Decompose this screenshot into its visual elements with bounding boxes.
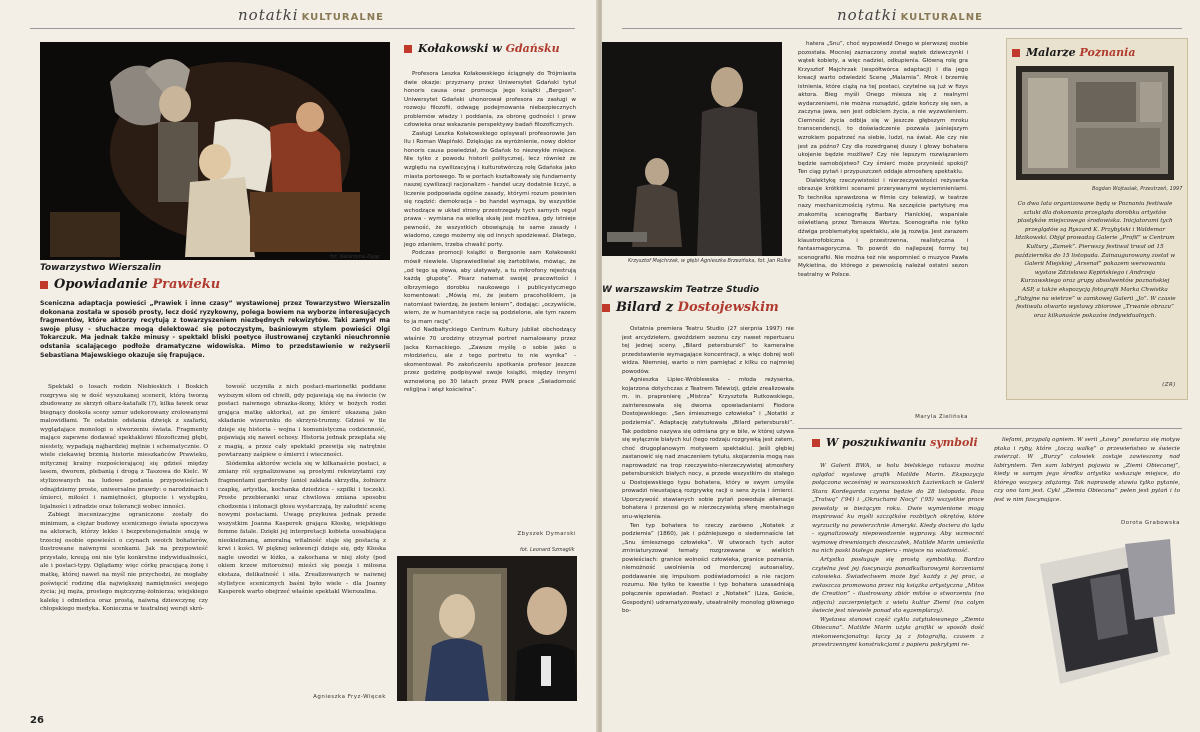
photo-caption: Krzysztof Majchrzak, w głębi Agnieszka Brzezińska, fot. Jan Rolke (628, 258, 791, 264)
article-title: Bilard z Dostojewskim (602, 300, 779, 315)
paragraph: Agnieszka Lipiec-Wróblewska - młoda reżyserka, kojarzona dotychczas z Teatrem Telewizji, gdzie zrealizowała m. in. praprenierę „Mistrza” Krzysztofa Rutkowskiego, zainteresowała się dwoma opowiadaniami Fiodora Dostojewskiego: „Sen śmiesznego człowieka” i „Notatki z podziemia”. Adaptację zatytułowała „Bilard petersburski”. Tak podobno nazywa się odmiana gry w bile, w której używa się wyłącznie białych kul (tego rodzaju rozgrywką jest zatem, choć drugoplanowym motywem spektaklu). Jeśli głębiej zastanowić się nad znaczeniem tytułu, skojarzenia mogą nas naprowadzić na trop rzeczywisto-nierzeczywistej atmosfery petersburskich białych nocy, a przede wszystkim do stałego u Dostojewskiego typu bohatera, który w swym umyśle prowadzi nieustającą rozgrywkę racji o sens życia i śmierci. Uporczywość stawianych sobie pytań powoduje alienacje bohatera i przenosi go w nierzeczywistą sferę mentalnego snu-więzienia. (622, 377, 794, 521)
paragraph: Siódemka aktorów wciela się w kilkanaście postaci, a zmiany ról sygnalizowane są prostymi rekwizytami czy fragmentami garderoby (aniol zakłada skrzydła, żołnierz czapkę, artystka, kochanka dziedzica - szpilki i toczek). Proste przebieranki oraz chwilowa zmiana sposobu chodzenia i intonacji głosu wystarczają, by załudnić scenę nowymi postaciami. Uwagę przykuwa jednak przede wszystkim Joanna Kasperek grająca Kłoskę, wiejskiego femme fatale. Dzięki jej interpretacji kobieta uosabiająca nieokiełznaną, amoralną witalność staje się postacią z krwi i kości. W pięknej sekwencji dzieje się, gdy Kłoska nagle uwodzi w łóżku, a zakochana w niej złoty (pod okiem krzew mitorożnu) mieści się poezja i miłosna ekstaza, delikatność i siła. Zrealizowanych w naiwnej stylistyce scenicznych baśni było wiele - dla Joanny Kasperek warto obejrzeć właśnie spektakl Wierszalina. (218, 460, 386, 596)
header-rule (30, 28, 575, 29)
article-column-1 (40, 383, 208, 701)
paragraph: Od Nadbałtyckiego Centrum Kultury jubilat obchodzący właśnie 70 urodziny otrzymał portret namalowany przez Jacka Kornackiego. „Zawsze myślę o sobie jako o młodzieńcu, ale z tego portretu to nie wynika” - skomentował. Po zakończeniu spotkania profesor jeszcze przez godzinę podpisywał swoje książki, między innymi wznowioną po 30 latach przez PWN prace „Świadomość religijna i więź kościelna”. (404, 327, 576, 394)
photo-credit: fot. Katarzyna Zając (330, 254, 381, 260)
kolakowski-title: Kołakowski w Gdańsku (404, 42, 560, 55)
header-rule (622, 28, 1182, 29)
paragraph: Spektakl o losach rodzin Niebieskich i Boskich rozgrywa się w dość wyszukanej scenerii, którą tworzą zbudowany ze skrzyń ołtarz-katafalk (?), kilka ławek oraz biegnący dookoła sceny sznur udekorowany zrolowanymi malowidłami. Te ostatnie odsłania dźwięk z szafarki, wyglądające monologi o stworzeniu świata. Fragmenty mające zapewne dodawać spektaklowi filozoficznej głębi, niestety, wypadają najbardziej mętnie i schematycznie. O wiele ciekawiej brzmią historie mieszkańców Prawieku, mitycznej krainy rozpościerającej się gdzieś między lasem, dworem, plebanią i drogą z Taszowa do Kielc. W stylizowanych na ludowe podania przypowieściach odnajdziemy proste, uniwersalne prawdy: o narodzinach i śmierci, miłości i namiętności, głupocie i występku, lojalności i zdradzie oraz tolerancji wobec inności. (40, 384, 208, 510)
paragraph: Ostatnia premiera Teatru Studio (27 sierpnia 1997) nie jest arcydziełem, gwoździem sezonu czy nawet repertuaru tej jednej sceny. „Bilard petersburski” to kameralne przedstawienie wymagające koncentracji, a więc dobrej woli widza. Niemniej, warto o nim pamiętać z kilku co najmniej powodów. (622, 326, 794, 375)
article-kicker: W warszawskim Teatrze Studio (602, 285, 760, 295)
matilde-marin-artwork-photo (1030, 534, 1180, 694)
header-caps: KULTURALNE (900, 12, 983, 23)
painting-caption: Bogdan Wojtasiak, Przestrzeń, 1997 (1092, 186, 1183, 192)
title-square-icon (602, 304, 610, 312)
kolakowski-column (404, 70, 576, 510)
theatre-stage-photo (40, 42, 390, 260)
paragraph: Wystawa stanowi część cyklu zatytułowanego „Ziemia Obiecana”. Matilde Marin użyła grafiki w sposób dość niekonwencjonalny: łączy ją z fotografią, czasem z przestrzennymi konstrukcjami z papieru pokrytymi re- (812, 616, 984, 649)
title-square-icon (40, 281, 48, 289)
section-rule (798, 428, 1182, 429)
malarze-title: Malarze Poznania (1012, 46, 1136, 59)
author-signature: Dorota Grabowska (1121, 520, 1180, 526)
title-square-icon (1012, 49, 1020, 57)
article-column-2 (218, 383, 386, 687)
author-signature: Zbyszek Dymarski (517, 531, 576, 537)
symboli-title: W poszukiwaniu symboli (812, 436, 978, 449)
teatr-studio-photo (602, 42, 782, 256)
author-signature: Maryla Zielińska (915, 414, 968, 420)
paragraph: Ten typ bohatera to rzeczy zarówno „Notatek z podziemia” (1860), jak i późniejszego o siedemnaście lat „Snu śmiesznego człowieka”. W utworach tych autor zminiaturyzował tematy rozgrzewane w wielkich powieściach: granice wolności człowieka, granice poznania, niemożność uwolnienia od morderczej autoanalizy, poddawanie się impulsom podświadomości a nie racjom rozumu. Nie tylko te kwestie i typ bohatera uzasadniają połączenie opowiadań. Postaci z „Notatek” (Liza, Goście, Gospodyni) udramatyzowały, uteatralniły monolog głównego bo- (622, 522, 794, 615)
paragraph: Profesora Leszka Kołakowskiego ściągnęły do Trójmiasta dwie okazje: przyznany przez Uniwersytet Gdański tytuł honoris causa oraz promocja jego książki „Bergson”. Uniwersytet Gdański uhonorował profesora za zasługi w rozwoju filozofii, odwagę podejmowania niebezpiecznych problemów władzy i poddania, za obronę godności i praw człowieka oraz wskazanie perspektywy badań filozoficznych. (404, 71, 576, 129)
article-title: Opowiadanie Prawieku (40, 277, 220, 292)
paragraph: towość uczyniła z nich postaci-marionetki poddane wyższym siłom od chwili, gdy pojawiają się na świecie (w postaci naiwnego obrazka-ikony, który w bożych rodzi grająca matkę aktorka), aż po śmierć ukazaną jako składanie wizerunku do skrzyni-trumny. Gdzieś w tle dzieje się historia - wojna i komunistyczna codzienność, pojawiają się nawet echosy. Historia jednak przeplata się z magią, a przez cały spektakl przewija się natrętnie powtarzany zaśpiew o śmierci i wieczności. (218, 384, 386, 459)
left-page (0, 0, 598, 732)
paragraph: hatera „Snu”, choć wypowiedź Onego w pierwszej osobie pozostała. Mocniej zaznaczony został wątek dziewczynki i wątek kobiety, a więc nadziei, odkupienia. Główną rolę gra Krzysztof Majchrzak (współtwórca adaptacji) i dla jego kreacji warto odwiedzić Scenę „Malarnia”. Mrok i brzemię istnienia, które ciążą na tej postaci, czytelne są już w fizys aktora. Bieg myśli Onego miesza się z realnymi wydarzeniami, nie można rozsądzić, gdzie kończy się sen, a zaczyna jawa, sen jest odbiciem życia, a nie wyzwoleniem. Ciemność życia odbija się w jeszcze głębszym mroku transcendencji, to doświadczenie pozwala jaśniejszym wzrokiem popatrzeć na siebie, ludzi, na świat. Ale czy nie jest za późno? Czy dla rozedrganej duszy i głowy bohatera ukojenie będzie możliwe? Czy nie lepszym rozwiązaniem będzie samobójstwo? Czy śmierć może przynieść spokój? Ten ciąg pytań i przypuszczeń oddaje atmosferę spektaklu. (798, 41, 968, 176)
page-header (837, 6, 983, 24)
malarze-text: Co dwa lata organizowane będą w Poznaniu festiwale sztuki dla dokonania przeglądu dorobku artystów plastyków miejscowego środowiska. Inicjatorami tych przeglądów są Ryszard K. Przybylski i Waldemar Idzikowski. Objął prowadzą Galerie „Profil” w Centrum Kultury „Zamek”. Pierwszy festiwal trwał od 15 października do 15 listopada. Zainaugurowany został w Galerii Miejskiej „Arsenał” pokazem wersowaniu wystaw Zdzisława Kępińskiego i Andrzeja Kurzawskiego oraz grupy absolwentów poznańskiej ASP, a także ekspozycją fotografii Marka Chwistka „Fabyjne na wietrze” w zamkowej Galerii „Jo”. W czasie festiwalu otwarto wystawy zbiorowe „Trwanie obrazu” oraz kilkanaście pokazów indywidualnych. (1014, 201, 1176, 319)
malarze-painting-photo (1016, 66, 1174, 180)
paragraph: Zasługi Leszka Kołakowskiego opisywali profesorowie Jan Ilu i Roman Wapiński. Dziękując za wyróżnienie, nowy doktor honoris causa powiedział, że Gdańsk to niezwykłe miejsce. Nie tylko z powodu historii politycznej, lecz również ze względu na cywilizacyjną i kulturotwórczą rolę Gdańska jako miasta portowego. To w portach kształtowały się fundamenty naszej cywilizacji racjonalizm - handel uczy dodatnie liczyć, a liczenie podpowiada ogólne zasady, którymi rozum powinien się rządzić: demokracja - bo handel wymaga, by wszystkie wchodzące w układ strony przestrzegały tych samych reguł prawa - wymiana na wielką skalę jest możliwa, gdy istnieje pewność, że wszystkich obowiązują te same zasady i wiadomo, czego możemy się od innych spodziewać. Dlatego, jego zdaniem, trzeba chwalić porty. (404, 130, 576, 248)
header-script: notatki (837, 6, 898, 24)
header-script: notatki (238, 6, 299, 24)
page-number: 26 (30, 715, 44, 726)
article-kicker: Towarzystwo Wierszalin (40, 263, 162, 273)
bilard-column-2 (798, 40, 968, 405)
title-square-icon (812, 439, 820, 447)
paragraph: Artystka posługuje się prostą symboliką. Bardzo czytelna jest jej fascynacja ponadkulturowymi korzeniami człowieka. Świadectwem może być każdy z jej prac, a zwłaszcza promowana przez nią książka artystyczna „Mitos de Creation” - ilustrowany zbiór mitów o stworzeniu (no zdjęciu) zaczerpniętych z wielu kultur Ziemi (na całym świecie jest niewiele ponad sto egzemplarzy). (812, 557, 984, 615)
paragraph: Dialektykę rzeczywistości i nierzeczywistości reżyserka obrazuje krótkimi scenami przerywanymi wyciemnieniami. To technika sprawdzona w filmie czy telewizji, w teatrze nazy mechanicznością rytmu. Na szczęście partyturę ma znakomitą scenografię Barbary Hanickiej, wspaniale oświetlaną przez Tomasza Wertza. Scenografia nie tylko dźwiga problematykę spektaklu, ale ją rozwija. Jest zarazem klaustrofobiczna i przestrzenna, realistyczna i fantasmagoryczna. To powrót do najlepszej formy tej scenografki. Nie można też nie wspomnieć o muzyce Pawła Mykietina, do którego z pewnością należał ostatni sezon teatralny w Polsce. (798, 177, 968, 278)
photo-credit: fot. Leonard Szmaglik (520, 547, 575, 553)
header-caps: KULTURALNE (301, 12, 384, 23)
article-lead: Sceniczna adaptacja powieści „Prawiek i inne czasy” wystawionej przez Towarzystwo Wierszalin dokonana została w sposób prosty, lecz dość ryzykowny, polega bowiem na wyborze interesujących fragmentów, które aktorzy recytują z towarzyszeniem niezbędnych rekwizytów. Taki zamysł ma swoje plusy - słuchacze mogą delektować się potoczystym, baśniowym stylem powieści Olgi Tokarczuk. Ma jednak także minusy - spektakl bliski poetyce ilustrowanej czytanki nieuchronnie odstania scalającego podłoże dramatyczne widowiska. Mimo to przedstawienie w reżyserii Sebastiana Majewskiego okazuje się frapujące. (40, 300, 390, 359)
page-header (238, 6, 384, 24)
paragraph: Zabiegi inscenizacyjne ograniczone zostały do minimum, a ciężar budowy scenicznego świata spoczywa na aktorach, którzy lekko i bezpretensjonalnie snują w trzeciej osobie opowieści o czynach swoich bohaterów, ilustrowane naiwnymi scenkami. Jak na przypowieść przystało, kreują oni nie tyle konkretne indywidualności, ale i postaci-typy. Oglądamy więc córkę pracującą żonę i matkę, której nawet na myśl nie przychodzi, że mogłaby poświęcić rodzinę dla największej namiętności swojego życia; jej męża, prostego mężczyznę-żołnierza; wiejskiego kalekę i odmieńca oraz prostą, naiwną dziewczynę czy chłopskiego medyka. Konieczna w teatralnej wersji skró- (40, 512, 208, 613)
paragraph: W Galerii BWA, w holu bielskiego ratusza można oglądać wystawę grafik Matilde Marin. Ekspozycja połączona wcześniej w warszawskich Łazienkach w Galerii Stara Kordegarda czynna będzie do 28 listopada. Poza „Tratwą” ('94) i „Okruchami Nocy” ('95) wszystkie prace powstały w bieżącym roku. Dwie wymienione mogą inspirować ku myśli szczątków rozbitych okrętów, które wyrzuciły na powierzchnie Ameryki. Kiedy dociera do lądu - sygnalizowały niepowodzenie wyprawy. Aby wzmocnić wymowę drewnianych deszczułek, Matilde Marin umieściła na nich paski białego papieru - miejsce na wiadomość. (812, 463, 984, 555)
author-signature: Agnieszka Fryz-Więcek (313, 694, 386, 700)
paragraph: Podczas promocji książki o Bergsonie sam Kołakowski mówił niewiele. Usprawiedliwiał się żartobliwie, mówiąc, że „od tego są słowa, aby ulatywały, a tu mikrofony rejestrują każdą głupotę”. Pisarz natemat swojej pracowitości i olbrzymiego dorobku naukowego i publicystycznego komentował: „Mówią mi, że jestem pracoholikiem, ja natomiast twierdzę, że jestem leniem”, dodając: „oczywiście, wiem, że w humanistyce racje są podzielone, ale tym razem to ja mam rację”. (404, 250, 576, 325)
symboli-column-2 (994, 436, 1180, 516)
bilard-column-1 (622, 325, 794, 725)
right-page (602, 0, 1200, 732)
paragraph: liefami, przypalą ogniem. W serii „Łowy” powtarza się motyw ptaka i ryby, które „toczą walkę” o przewieństwo w świecie zwierząt. W „Burzy” człowiek zostaje zawieszony nad labiryntem. Ten sam labirynt pojawia w „Ziemi Obiecanej”, kiedy w samym jego środku artystka wskazuje miejsce, do którego wszyscy zdążamy. Tak naprawdę stawia tylko pytanie, czy ono tam jest. Cykl „Ziemia Obiecana” pełen jest pytań i to jest w nim fascynujące. (994, 437, 1180, 503)
author-signature: (ZR) (1162, 382, 1176, 388)
kolakowski-portrait-photo (397, 556, 577, 701)
symboli-column-1 (812, 462, 984, 726)
title-square-icon (404, 45, 412, 53)
